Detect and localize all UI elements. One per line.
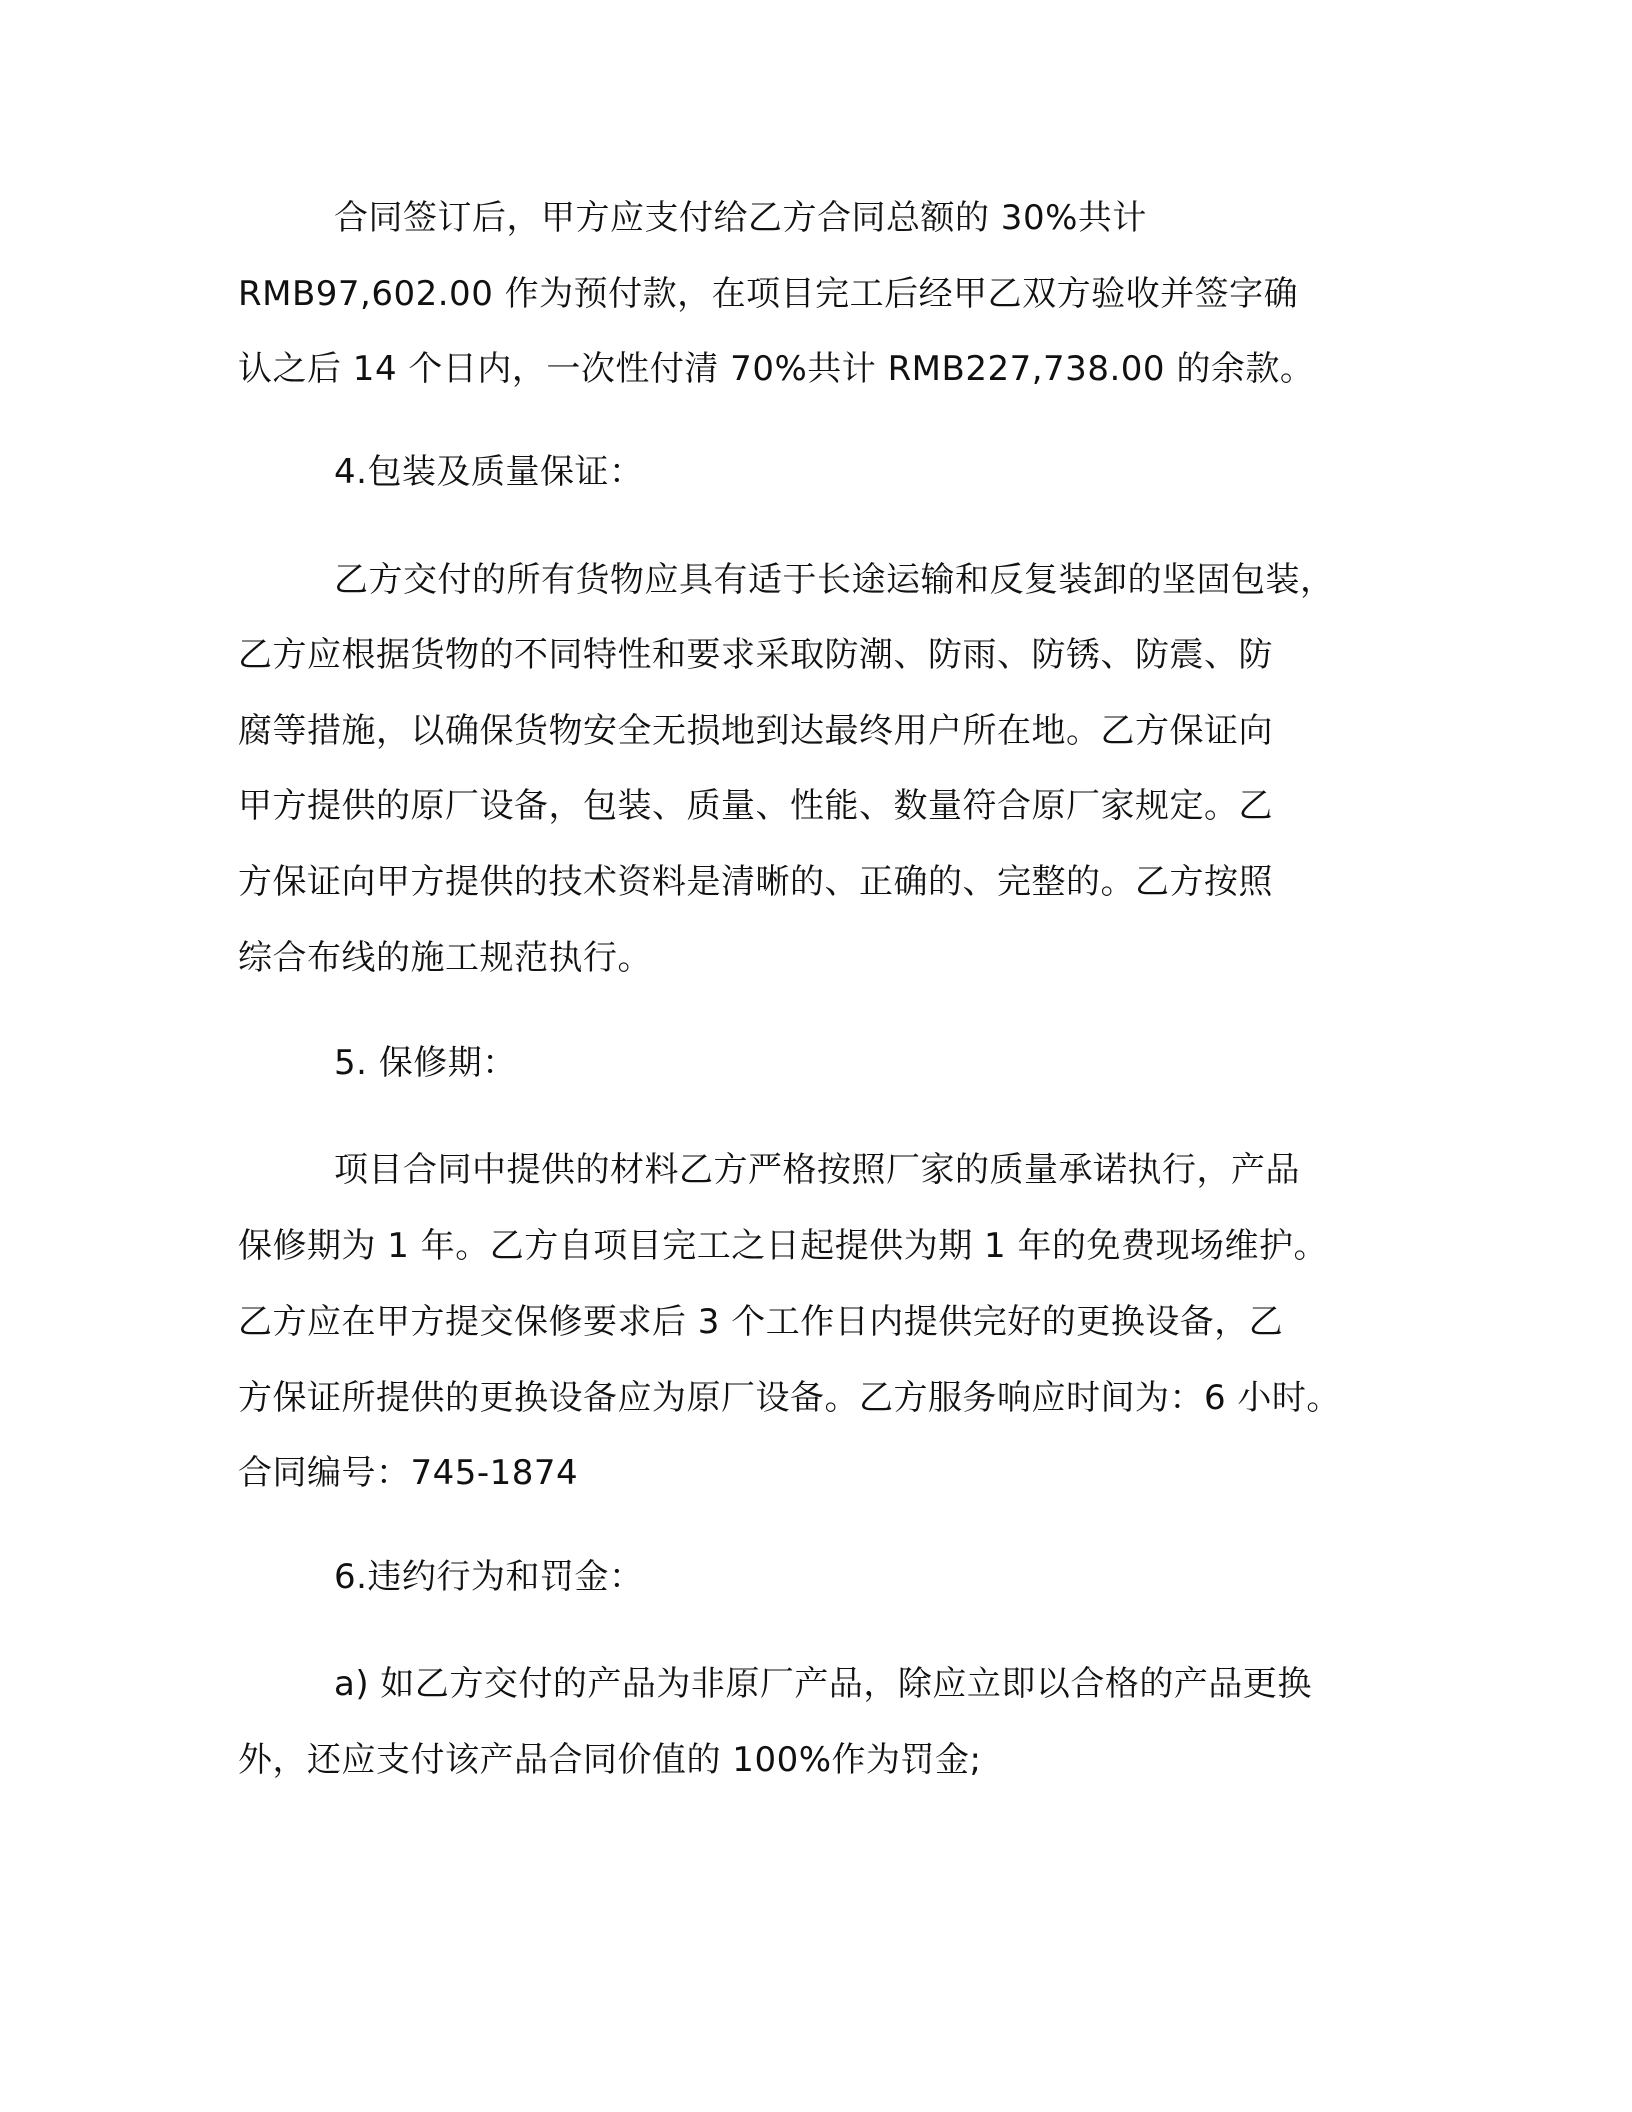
packaging-paragraph-line-1: 乙方交付的所有货物应具有适于长途运输和反复装卸的坚固包装， <box>334 560 1335 600</box>
warranty-paragraph-line-4: 方保证所提供的更换设备应为原厂设备。乙方服务响应时间为：6 小时。 <box>238 1378 1341 1418</box>
section-5-heading: 5. 保修期： <box>334 1043 517 1083</box>
packaging-paragraph-line-6: 综合布线的施工规范执行。 <box>238 938 652 978</box>
section-6-heading: 6.违约行为和罚金： <box>334 1557 644 1597</box>
warranty-paragraph-line-1: 项目合同中提供的材料乙方严格按照厂家的质量承诺执行，产品 <box>334 1150 1300 1190</box>
penalty-item-a-line-1: a) 如乙方交付的产品为非原厂产品，除应立即以合格的产品更换 <box>334 1664 1312 1704</box>
packaging-paragraph-line-3: 腐等措施，以确保货物安全无损地到达最终用户所在地。乙方保证向 <box>238 711 1273 751</box>
warranty-paragraph-line-2: 保修期为 1 年。乙方自项目完工之日起提供为期 1 年的免费现场维护。 <box>238 1226 1328 1266</box>
warranty-paragraph-line-3: 乙方应在甲方提交保修要求后 3 个工作日内提供完好的更换设备，乙 <box>238 1302 1284 1342</box>
payment-paragraph-line-3: 认之后 14 个日内，一次性付清 70%共计 RMB227,738.00 的余款。 <box>238 349 1315 389</box>
packaging-paragraph-line-4: 甲方提供的原厂设备，包装、质量、性能、数量符合原厂家规定。乙 <box>238 786 1273 826</box>
payment-paragraph-line-2: RMB97,602.00 作为预付款，在项目完工后经甲乙双方验收并签字确 <box>238 274 1299 314</box>
payment-paragraph-line-1: 合同签订后，甲方应支付给乙方合同总额的 30%共计 <box>334 198 1147 238</box>
contract-number: 合同编号：745-1874 <box>238 1453 579 1493</box>
section-4-heading: 4.包装及质量保证： <box>334 452 644 492</box>
packaging-paragraph-line-2: 乙方应根据货物的不同特性和要求采取防潮、防雨、防锈、防震、防 <box>238 635 1273 675</box>
penalty-item-a-line-2: 外，还应支付该产品合同价值的 100%作为罚金; <box>238 1740 982 1780</box>
packaging-paragraph-line-5: 方保证向甲方提供的技术资料是清晰的、正确的、完整的。乙方按照 <box>238 862 1273 902</box>
